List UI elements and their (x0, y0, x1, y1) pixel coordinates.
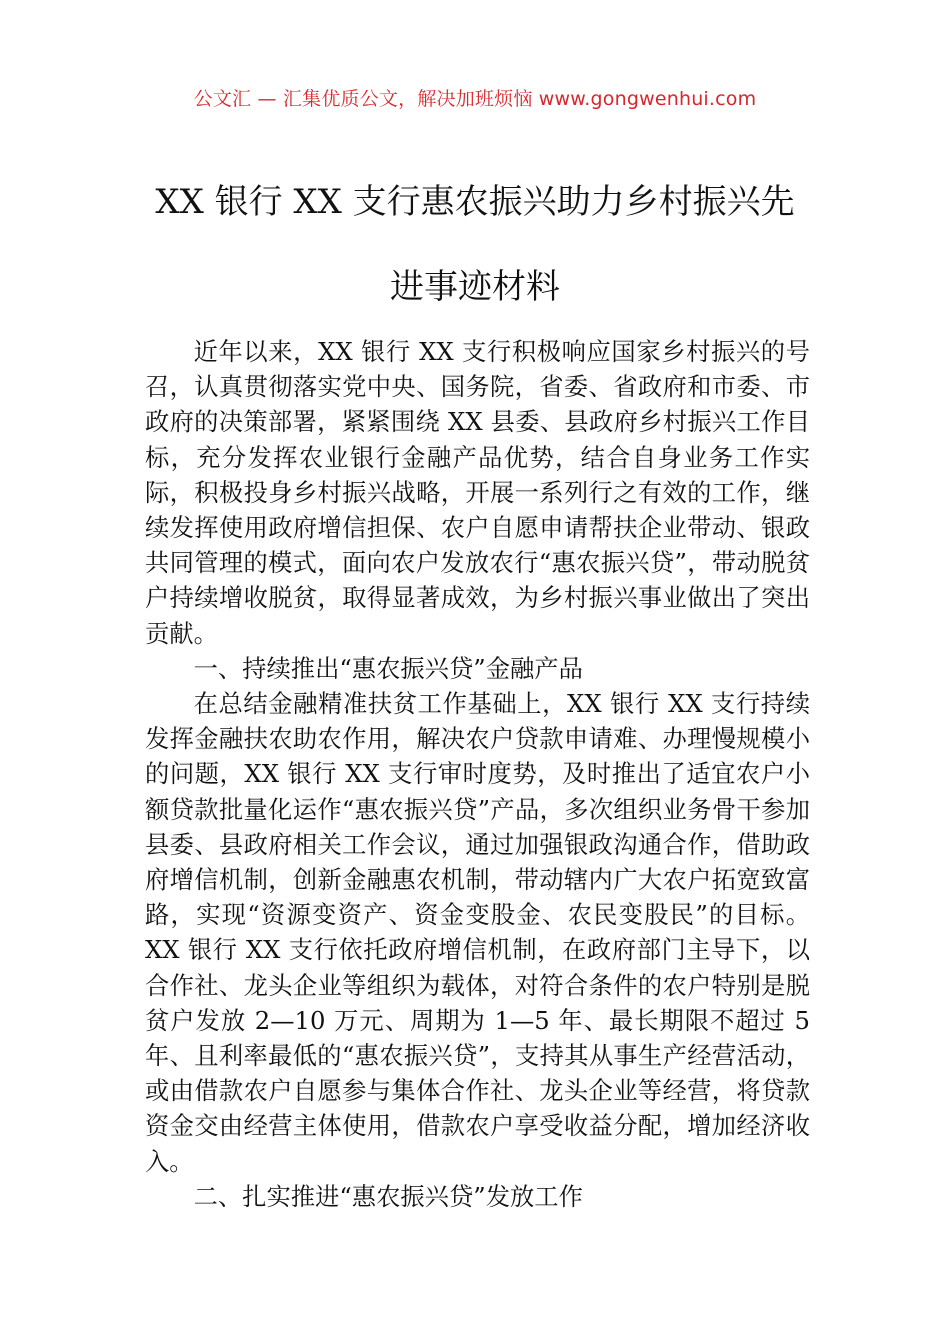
title-line-2: 进事迹材料 (390, 267, 560, 307)
document-title (130, 160, 820, 330)
section-heading-2: 二、扎实推进“惠农振兴贷”发放工作 (193, 1181, 583, 1211)
document-body (145, 334, 810, 1214)
paragraph-section-1: 在总结金融精准扶贫工作基础上，XX 银行 XX 支行持续发挥金融扶农助农作用，解决农户贷款申请难、办理慢规模小的问题，XX 银行 XX 支行审时度势，及时推出了适宜农户小额贷款批量化运作“惠农振兴贷”产品，多次组织业务骨干参加县委、县政府相关工作会议，通过加强银政沟通合作，借助政府增信机制，创新金融惠农机制，带动辖内广大农户拓宽致富路，实现“资源变资产、资金变股金、农民变股民”的目标。XX 银行 XX 支行依托政府增信机制，在政府部门主导下，以合作社、龙头企业等组织为载体，对符合条件的农户特别是脱贫户发放 2—10 万元、周期为 1—5 年、最长期限不超过 5 年、且利率最低的“惠农振兴贷”，支持其从事生产经营活动，或由借款农户自愿参与集体合作社、龙头企业等经营，将贷款资金交由经营主体使用，借款农户享受收益分配，增加经济收入。 (145, 689, 810, 1176)
section-heading-1: 一、持续推出“惠农振兴贷”金融产品 (193, 653, 583, 683)
paragraph-intro: 近年以来，XX 银行 XX 支行积极响应国家乡村振兴的号召，认真贯彻落实党中央、国务院，省委、省政府和市委、市政府的决策部署，紧紧围绕 XX 县委、县政府乡村振兴工作目标，充分发挥农业银行金融产品优势，结合自身业务工作实际，积极投身乡村振兴战略，开展一系列行之有效的工作，继续发挥使用政府增信担保、农户自愿申请帮扶企业带动、银政共同管理的模式，面向农户发放农行“惠农振兴贷”，带动脱贫户持续增收脱贫，取得显著成效，为乡村振兴事业做出了突出贡献。 (145, 337, 810, 648)
header-banner: 公文汇 — 汇集优质公文，解决加班烦恼 www.gongwenhui.com (193, 88, 757, 110)
title-line-1: XX 银行 XX 支行惠农振兴助力乡村振兴先 (155, 182, 795, 222)
